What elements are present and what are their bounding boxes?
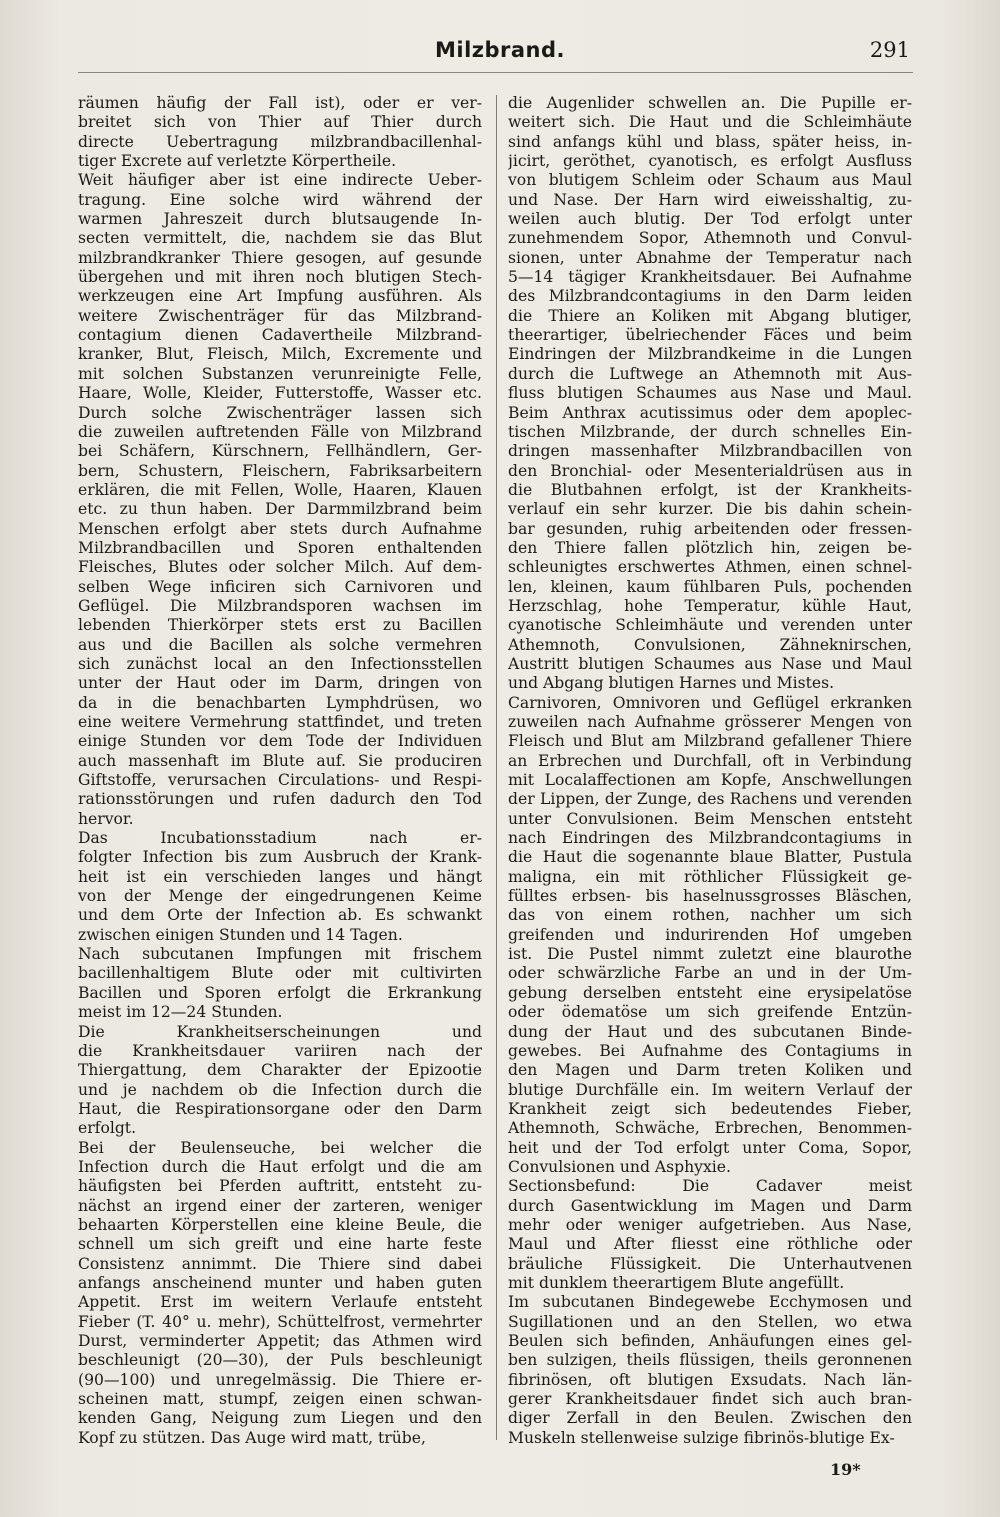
text-line: oder schwärzliche Farbe an und in der Um- — [508, 964, 912, 983]
text-line: den Thiere fallen plötzlich hin, zeigen be- — [508, 538, 912, 557]
text-line: kenden Gang, Neigung zum Liegen und den — [78, 1409, 482, 1428]
text-line: ist. Die Pustel nimmt zuletzt eine blaurothe — [508, 945, 912, 964]
text-line: und dem Orte der Infection ab. Es schwankt — [78, 906, 482, 925]
text-line: eine weitere Vermehrung stattfindet, und treten — [78, 713, 482, 731]
text-line: Haare, Wolle, Kleider, Futterstoffe, Wasser etc. — [78, 384, 482, 403]
text-line: meist im 12—24 Stunden. — [78, 1003, 283, 1022]
text-line: des Milzbrandcontagiums in den Darm leiden — [508, 287, 912, 306]
text-line: greifenden und indurirenden Hof umgeben — [508, 925, 912, 944]
text-line: Fieber (T. 40° u. mehr), Schüttelfrost, vermehrter — [78, 1312, 482, 1331]
text-line: Weit häufiger aber ist eine indirecte Ueber- — [78, 171, 482, 190]
text-line: jicirt, geröthet, cyanotisch, es erfolgt Ausfluss — [508, 152, 912, 171]
text-line: bar gesunden, ruhig arbeitenden oder fressen- — [508, 519, 912, 538]
text-line: oder ödematöse um sich greifende Entzün- — [508, 1003, 912, 1022]
text-line: und Nase. Der Harn wird eiweisshaltig, zu- — [508, 190, 912, 209]
text-line: etc. zu thun haben. Der Darmmilzbrand beim — [78, 500, 482, 519]
header-rule — [78, 72, 913, 73]
text-line: einige Stunden vor dem Tode der Individuen — [78, 732, 482, 751]
text-line: Carnivoren, Omnivoren und Geflügel erkranken — [508, 693, 912, 712]
text-line: das von einem rothen, nachher um sich — [508, 906, 912, 925]
text-line: Krankheit zeigt sich bedeutendes Fieber, — [508, 1099, 912, 1118]
text-line: schleunigtes erschwertes Athmen, einen schnel- — [508, 558, 912, 577]
text-line: an Erbrechen und Durchfall, oft in Verbindung — [508, 751, 912, 770]
text-line: anfangs anscheinend munter und haben guten — [78, 1273, 482, 1292]
text-line: Appetit. Erst im weitern Verlaufe entsteht — [78, 1293, 482, 1312]
text-line: sind anfangs kühl und blass, später heiss, in- — [508, 132, 912, 151]
text-line: Maul und After fliesst eine röthliche oder — [508, 1235, 912, 1254]
text-line: die Krankheitsdauer variiren nach der — [78, 1041, 482, 1060]
text-line: die Augenlider schwellen an. Die Pupille er- — [508, 94, 912, 112]
text-line: mehr oder weniger aufgetrieben. Aus Nase, — [508, 1215, 912, 1234]
text-line: Fleisch und Blut am Milzbrand gefallener Thiere — [508, 732, 912, 751]
text-line: tischen Milzbrande, der durch schnelles Ein- — [508, 422, 912, 441]
text-line: sich zunächst local an den Infectionsstellen — [78, 654, 482, 673]
text-line: Bei der Beulenseuche, bei welcher die — [78, 1138, 482, 1157]
text-line: zunehmendem Sopor, Athemnoth und Convul- — [508, 229, 912, 248]
left-column — [78, 94, 482, 1448]
text-line: Sectionsbefund: Die Cadaver meist — [508, 1177, 912, 1196]
text-line: Menschen erfolgt aber stets durch Aufnahme — [78, 519, 482, 538]
text-line: Eindringen der Milzbrandkeime in die Lungen — [508, 345, 912, 364]
text-line: blutige Durchfälle ein. Im weitern Verlauf der — [508, 1080, 912, 1099]
text-line: behaarten Körperstellen eine kleine Beule, die — [78, 1215, 482, 1234]
text-line: rationsstörungen und rufen dadurch den Tod — [78, 790, 482, 809]
text-line: Bacillen und Sporen erfolgt die Erkrankung — [78, 983, 482, 1002]
text-line: Muskeln stellenweise sulzige fibrinös-blutige Ex- — [508, 1428, 895, 1447]
text-line: beschleunigt (20—30), der Puls beschleunigt — [78, 1351, 482, 1370]
text-line: bei Schäfern, Kürschnern, Fellhändlern, Ger- — [78, 442, 482, 461]
text-line: und Abgang blutigen Harnes und Mistes. — [508, 674, 835, 693]
text-line: directe Uebertragung milzbrandbacillenhal- — [78, 132, 482, 151]
text-line: von blutigem Schleim oder Schaum aus Maul — [508, 171, 912, 190]
text-line: durch die Luftwege an Athemnoth mit Aus- — [508, 364, 912, 383]
text-line: Die Krankheitserscheinungen und — [78, 1022, 482, 1041]
text-line: Durch solche Zwischenträger lassen sich — [78, 403, 482, 422]
text-line: scheinen matt, stumpf, zeigen einen schwan- — [78, 1390, 482, 1409]
text-line: Thiergattung, dem Charakter der Epizootie — [78, 1061, 482, 1080]
text-line: contagium dienen Cadavertheile Milzbrand- — [78, 326, 482, 345]
text-line: Giftstoffe, verursachen Circulations- und Respi- — [78, 771, 482, 790]
text-line: weitere Zwischenträger für das Milzbrand- — [78, 306, 482, 325]
text-line: tragung. Eine solche wird während der — [78, 190, 482, 209]
text-line: Athemnoth, Convulsionen, Zähneknirschen, — [508, 635, 912, 654]
text-line: tiger Excrete auf verletzte Körpertheile. — [78, 152, 397, 171]
text-line: (90—100) und unregelmässig. Die Thiere er- — [78, 1370, 482, 1389]
text-line: 5—14 tägiger Krankheitsdauer. Bei Aufnahme — [508, 268, 912, 287]
text-line: gerer Krankheitsdauer findet sich auch bran- — [508, 1390, 912, 1409]
text-line: breitet sich von Thier auf Thier durch — [78, 113, 482, 132]
text-line: gebung derselben entsteht eine erysipelatöse — [508, 983, 912, 1002]
text-line: milzbrandkranker Thiere gesogen, auf gesunde — [78, 248, 482, 267]
text-line: übergehen und mit ihren noch blutigen Stech- — [78, 268, 482, 287]
text-line: folgter Infection bis zum Ausbruch der Krank- — [78, 848, 482, 867]
text-line: lebenden Thierkörper stets erst zu Bacillen — [78, 616, 482, 635]
text-line: der Lippen, der Zunge, des Rachens und verenden — [508, 790, 912, 809]
text-line: weilen auch blutig. Der Tod erfolgt unter — [508, 210, 912, 229]
text-line: heit und der Tod erfolgt unter Coma, Sopor, — [508, 1138, 912, 1157]
text-line: Im subcutanen Bindegewebe Ecchymosen und — [508, 1293, 912, 1312]
text-line: den Magen und Darm treten Koliken und — [508, 1061, 912, 1080]
text-line: und je nachdem ob die Infection durch die — [78, 1080, 482, 1099]
text-line: erfolgt. — [78, 1119, 137, 1138]
text-line: theerartiger, übelriechender Fäces und beim — [508, 326, 912, 345]
text-line: da in die benachbarten Lymphdrüsen, wo — [78, 693, 482, 712]
text-line: Beulen sich befinden, Anhäufungen eines gel- — [508, 1332, 912, 1350]
text-line: die Thiere an Koliken mit Abgang blutiger, — [508, 306, 912, 325]
text-line: Haut, die Respirationsorgane oder den Darm — [78, 1099, 482, 1118]
text-line: Consistenz annimmt. Die Thiere sind dabei — [78, 1254, 482, 1273]
text-line: Fleisches, Blutes oder solcher Milch. Auf dem- — [78, 558, 482, 577]
text-line: selben Wege inficiren sich Carnivoren und — [78, 577, 482, 596]
text-line: zuweilen nach Aufnahme grösserer Mengen von — [508, 713, 912, 731]
text-line: bern, Schustern, Fleischern, Fabriksarbeitern — [78, 461, 482, 480]
text-line: Austritt blutigen Schaumes aus Nase und Maul — [508, 654, 912, 673]
text-line: die Blutbahnen erfolgt, ist der Krankheits- — [508, 480, 912, 499]
text-line: diger Zerfall in den Beulen. Zwischen den — [508, 1409, 912, 1428]
text-line: hervor. — [78, 809, 134, 828]
text-line: Athemnoth, Schwäche, Erbrechen, Benommen- — [508, 1119, 912, 1138]
running-title: Milzbrand. — [434, 38, 566, 62]
text-line: Beim Anthrax acutissimus oder dem apoplec- — [508, 403, 912, 422]
text-line: fülltes erbsen- bis haselnussgrosses Bläschen, — [508, 887, 912, 906]
text-line: die Haut die sogenannte blaue Blatter, Pustula — [508, 848, 912, 867]
page-number: 291 — [869, 38, 910, 62]
text-line: werkzeugen eine Art Impfung ausführen. Als — [78, 287, 482, 306]
text-line: mit solchen Substanzen verunreinigte Felle, — [78, 364, 482, 383]
text-line: bräuliche Flüssigkeit. Die Unterhautvenen — [508, 1254, 912, 1273]
text-line: unter der Haut oder im Darm, dringen von — [78, 674, 482, 693]
text-line: len, kleinen, kaum fühlbaren Puls, pochenden — [508, 577, 912, 596]
text-line: Geflügel. Die Milzbrandsporen wachsen im — [78, 596, 482, 615]
text-line: weitert sich. Die Haut und die Schleimhäute — [508, 113, 912, 132]
text-line: räumen häufig der Fall ist), oder er ver- — [78, 94, 482, 112]
text-line: nächst an irgend einer der zarteren, weniger — [78, 1196, 482, 1215]
text-line: gewebes. Bei Aufnahme des Contagiums in — [508, 1041, 912, 1060]
text-line: dung der Haut und des subcutanen Binde- — [508, 1022, 912, 1041]
text-line: fibrinösen, oft blutigen Exsudats. Nach län- — [508, 1370, 912, 1389]
column-divider — [496, 95, 497, 1440]
text-line: heit ist ein verschieden langes und hängt — [78, 867, 482, 886]
text-line: Herzschlag, hohe Temperatur, kühle Haut, — [508, 596, 912, 615]
text-line: schnell um sich greift und eine harte feste — [78, 1235, 482, 1254]
text-line: erklären, die mit Fellen, Wolle, Haaren, Klauen — [78, 480, 482, 499]
right-column — [508, 94, 912, 1448]
text-line: mit Localaffectionen am Kopfe, Anschwellungen — [508, 771, 912, 790]
text-line: unter Convulsionen. Beim Menschen entsteht — [508, 809, 912, 828]
text-line: ben sulzigen, theils flüssigen, theils geronnenen — [508, 1351, 912, 1370]
text-line: zwischen einigen Stunden und 14 Tagen. — [78, 925, 403, 944]
signature-mark: 19* — [830, 1460, 861, 1479]
text-line: häufigsten bei Pferden auftritt, entsteht zu- — [78, 1177, 482, 1196]
text-line: die zuweilen auftretenden Fälle von Milzbrand — [78, 422, 482, 441]
text-line: warmen Jahreszeit durch blutsaugende In- — [78, 210, 482, 229]
text-line: secten vermittelt, die, nachdem sie das Blut — [78, 229, 482, 248]
text-line: verlauf ein sehr kurzer. Die bis dahin schein- — [508, 500, 912, 519]
text-line: Kopf zu stützen. Das Auge wird matt, trübe, — [78, 1428, 426, 1447]
text-line: Nach subcutanen Impfungen mit frischem — [78, 945, 482, 964]
text-line: den Bronchial- oder Mesenterialdrüsen aus in — [508, 461, 912, 480]
text-line: Das Incubationsstadium nach er- — [78, 829, 482, 848]
text-line: Infection durch die Haut erfolgt und die am — [78, 1157, 482, 1176]
text-line: cyanotische Schleimhäute und verenden unter — [508, 616, 912, 635]
text-line: aus und die Bacillen als solche vermehren — [78, 635, 482, 654]
text-line: durch Gasentwicklung im Magen und Darm — [508, 1196, 912, 1215]
text-line: Sugillationen und an den Stellen, wo etwa — [508, 1312, 912, 1331]
text-line: Durst, verminderter Appetit; das Athmen wird — [78, 1332, 482, 1350]
text-line: fluss blutigen Schaumes aus Nase und Maul. — [508, 384, 912, 403]
text-line: sionen, unter Abnahme der Temperatur nach — [508, 248, 912, 267]
text-line: von der Menge der eingedrungenen Keime — [78, 887, 482, 906]
text-line: Milzbrandbacillen und Sporen enthaltenden — [78, 538, 482, 557]
text-line: Convulsionen und Asphyxie. — [508, 1157, 731, 1176]
text-line: nach Eindringen des Milzbrandcontagiums in — [508, 829, 912, 848]
text-line: dringen massenhafter Milzbrandbacillen von — [508, 442, 912, 461]
text-line: maligna, ein mit röthlicher Flüssigkeit ge- — [508, 867, 912, 886]
text-line: bacillenhaltigem Blute oder mit cultivirten — [78, 964, 482, 983]
text-line: mit dunklem theerartigem Blute angefüllt. — [508, 1273, 845, 1292]
text-line: kranker, Blut, Fleisch, Milch, Excremente und — [78, 345, 482, 364]
text-line: auch massenhaft im Blute auf. Sie produciren — [78, 751, 482, 770]
